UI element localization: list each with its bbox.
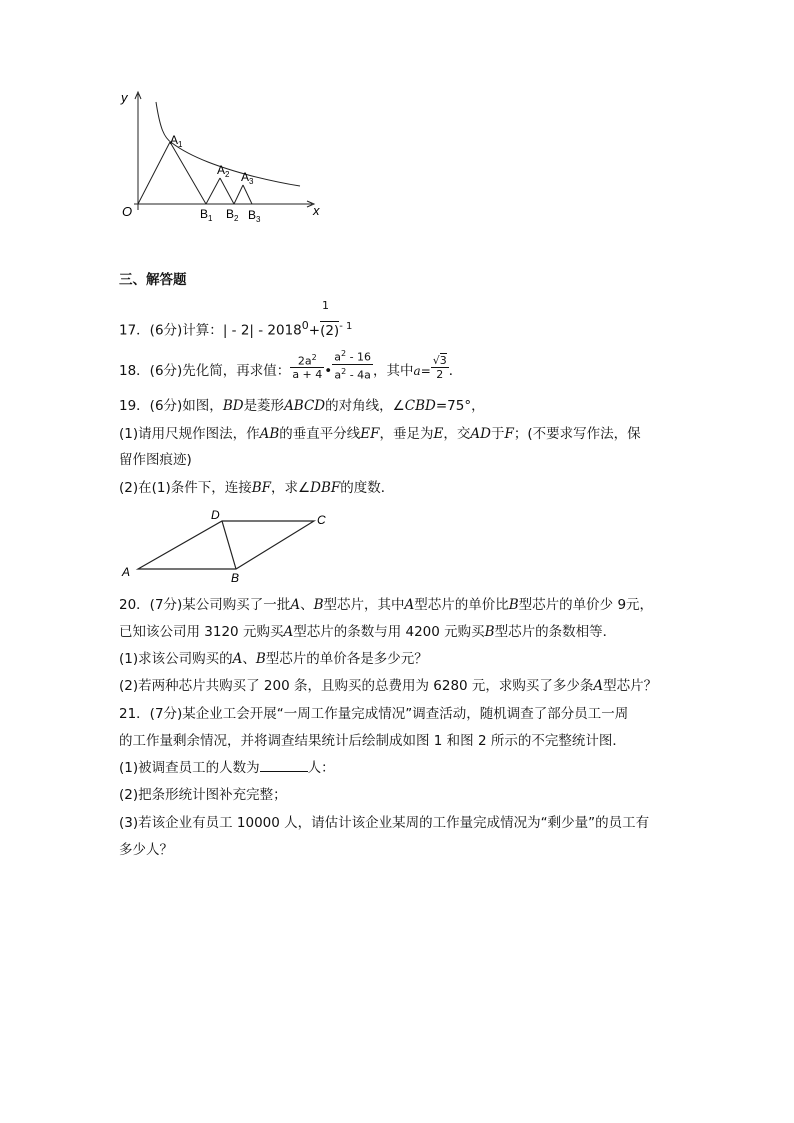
label-x: x	[313, 203, 320, 218]
label-B2: $B_2$	[226, 207, 239, 223]
question-21-line-2: 的工作量剩余情况，并将调查结果统计后绘制成如图 1 和图 2 所示的不完整统计图．	[119, 733, 626, 749]
q18-fraction-3: $\frac{√3}{2}$	[432, 354, 447, 382]
label-A2: $A_2$	[217, 163, 230, 179]
label-D: D	[211, 508, 220, 522]
segment-A2-B2	[220, 178, 234, 204]
label-origin: O	[122, 204, 133, 219]
label-A1: $A_1$	[170, 133, 183, 149]
label-A3: $A_3$	[241, 170, 254, 186]
diagonal-BD	[222, 521, 236, 569]
label-y: y	[121, 90, 128, 105]
rhombus-figure	[118, 505, 338, 585]
segment-A3-B3	[243, 185, 252, 204]
question-21-line-6: 多少人？	[119, 842, 173, 858]
label-A: A	[122, 565, 131, 579]
question-20-line-4: (2)若两种芯片共购买了 200 条，且购买的总费用为 6280 元，求购买了多少条A型芯片？	[119, 678, 658, 694]
label-B3: $B_3$	[248, 208, 261, 224]
hyperbola-figure	[112, 88, 332, 228]
segment-B1-A2	[206, 178, 220, 204]
question-20-line-2: 已知该公司用 3120 元购买A型芯片的条数与用 4200 元购买B型芯片的条数相等．	[119, 624, 617, 640]
label-B: B	[231, 571, 240, 585]
question-21-line-4: (2)把条形统计图补充完整；	[119, 787, 287, 803]
question-17: 17．(6分)计算：| - $2| - 2018^0+(2)^{- 1}$	[119, 319, 353, 339]
question-20-line-3: (1)求该公司购买的A、B型芯片的单价各是多少元？	[119, 651, 428, 667]
label-C: C	[317, 513, 326, 527]
section-title: 三、解答题	[119, 272, 187, 288]
question-19-line-4: (2)在(1)条件下，连接BF，求∠DBF的度数．	[119, 480, 395, 496]
answer-blank[interactable]	[260, 759, 308, 772]
q17-frac-top: 1	[322, 299, 329, 312]
segment-B2-A3	[234, 185, 243, 204]
question-18: 18．(6分)先化简，再求值： $\frac{2a^2}{a + 4}$ • $\frac{a^2 - 16}{a^2 - 4a}$ ，其中 a = $\frac{√3}{2}$ ．	[119, 349, 463, 382]
label-B1: $B_1$	[200, 207, 213, 223]
question-21-line-5: (3)若该企业有员工 10000 人，请估计该企业某周的工作量完成情况为“剩少量”的员工有	[119, 815, 650, 831]
question-21-line-3: (1)被调查员工的人数为 人：	[119, 760, 335, 776]
q18-fraction-2: $\frac{a^2 - 16}{a^2 - 4a}$	[334, 349, 372, 382]
segment-O-A1	[138, 142, 170, 204]
question-19-line-2: (1)请用尺规作图法，作AB的垂直平分线EF，垂足为E，交AD于F；(不要求写作法，保	[119, 426, 641, 442]
question-21-line-1: 21．(7分)某企业工会开展“一周工作量完成情况”调查活动，随机调查了部分员工一周	[119, 706, 629, 722]
question-19-line-3: 留作图痕迹)	[119, 452, 192, 468]
q18-fraction-1: $\frac{2a^2}{a + 4}$	[292, 352, 323, 382]
rhombus-ABCD	[138, 521, 314, 569]
segment-A1-B1	[170, 142, 206, 204]
question-20-line-1: 20．(7分)某公司购买了一批A、B型芯片，其中A型芯片的单价比B型芯片的单价少 9元，	[119, 597, 654, 613]
question-19-line-1: 19．(6分)如图，BD是菱形ABCD的对角线，∠CBD=75°，	[119, 398, 485, 414]
